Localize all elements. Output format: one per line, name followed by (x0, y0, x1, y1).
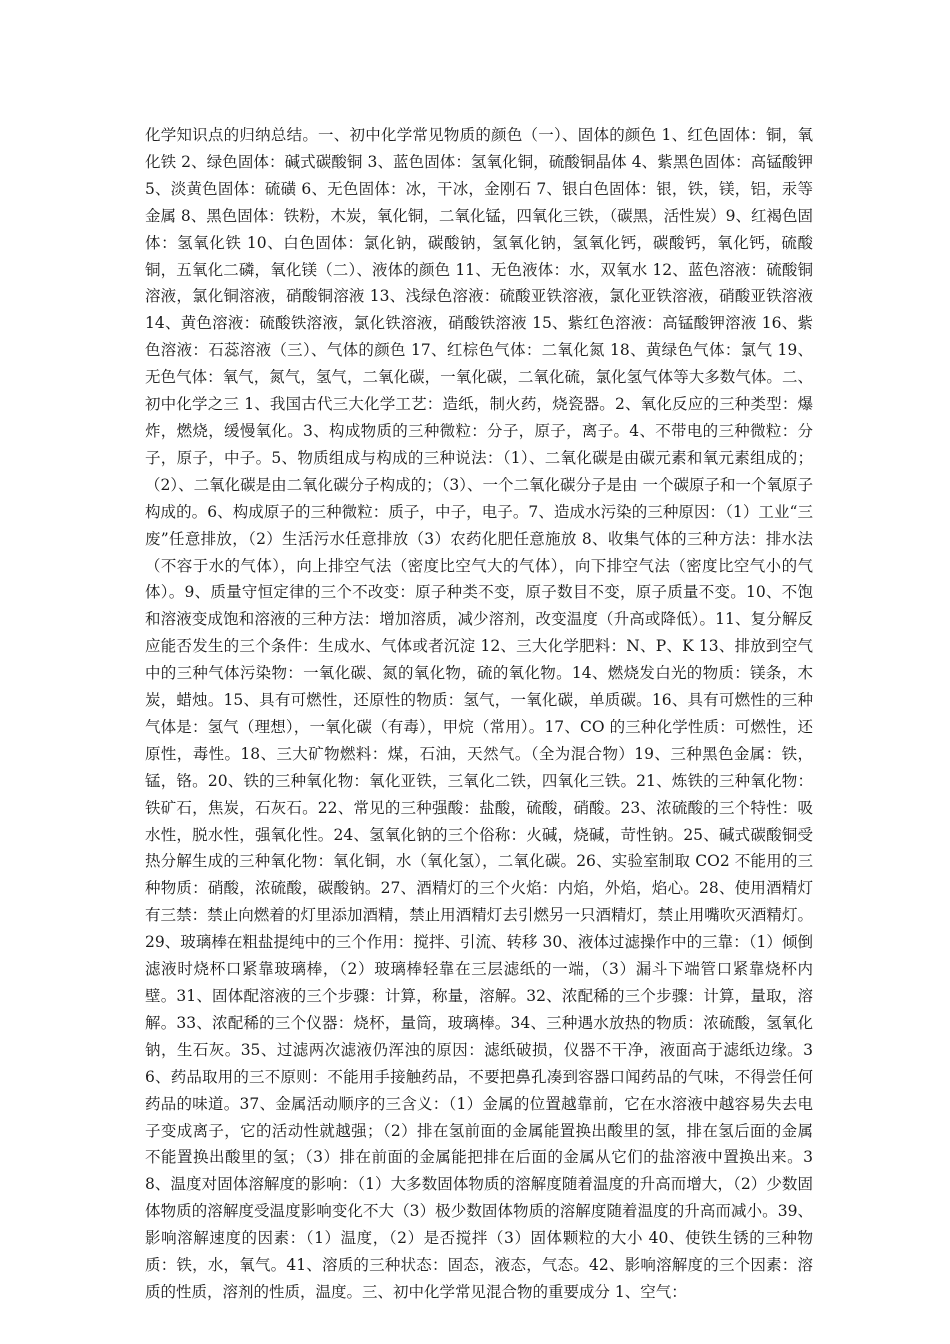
document-body-text: 化学知识点的归纳总结。一、初中化学常见物质的颜色（一）、固体的颜色 1、红色固体：铜，氧化铁 2、绿色固体：碱式碳酸铜 3、蓝色固体：氢氧化铜，硫酸铜晶体 4、紫黑色固体：高锰酸钾 5、淡黄色固体：硫磺 6、无色固体：冰，干冰，金刚石 7、银白色固体：银，铁，镁，铝，汞等金属 8、黑色固体：铁粉，木炭，氧化铜，二氧化锰，四氧化三铁，（碳黑，活性炭）9、红褐色固体：氢氧化铁 10、白色固体：氯化钠，碳酸钠，氢氧化钠，氢氧化钙，碳酸钙，氧化钙，硫酸铜，五氧化二磷，氧化镁（二）、液体的颜色 11、无色液体：水，双氧水 12、蓝色溶液：硫酸铜溶液，氯化铜溶液，硝酸铜溶液 13、浅绿色溶液：硫酸亚铁溶液，氯化亚铁溶液，硝酸亚铁溶液 14、黄色溶液：硫酸铁溶液，氯化铁溶液，硝酸铁溶液 15、紫红色溶液：高锰酸钾溶液 16、紫色溶液：石蕊溶液（三）、气体的颜色 17、红棕色气体：二氧化氮 18、黄绿色气体：氯气 19、无色气体：氧气，氮气，氢气，二氧化碳，一氧化碳，二氧化硫，氯化氢气体等大多数气体。二、初中化学之三 1、我国古代三大化学工艺：造纸，制火药，烧瓷器。2、氧化反应的三种类型：爆炸，燃烧，缓慢氧化。3、构成物质的三种微粒：分子，原子，离子。4、不带电的三种微粒：分子，原子，中子。5、物质组成与构成的三种说法：（1）、二氧化碳是由碳元素和氧元素组成的；（2）、二氧化碳是由二氧化碳分子构成的；（3）、一个二氧化碳分子是由 一个碳原子和一个氧原子构成的。6、构成原子的三种微粒：质子，中子，电子。7、造成水污染的三种原因：（1）工业“三废”任意排放，（2）生活污水任意排放（3）农药化肥任意施放 8、收集气体的三种方法：排水法（不容于水的气体），向上排空气法（密度比空气大的气体），向下排空气法（密度比空气小的气体）。9、质量守恒定律的三个不改变：原子种类不变，原子数目不变，原子质量不变。10、不饱和溶液变成饱和溶液的三种方法：增加溶质，减少溶剂，改变温度（升高或降低）。11、复分解反应能否发生的三个条件：生成水、气体或者沉淀 12、三大化学肥料：N、P、K 13、排放到空气中的三种气体污染物：一氧化碳、氮的氧化物，硫的氧化物。14、燃烧发白光的物质：镁条，木炭，蜡烛。15、具有可燃性，还原性的物质：氢气，一氧化碳，单质碳。16、具有可燃性的三种气体是：氢气（理想），一氧化碳（有毒），甲烷（常用）。17、CO 的三种化学性质：可燃性，还原性，毒性。18、三大矿物燃料：煤，石油，天然气。（全为混合物）19、三种黑色金属：铁，锰，铬。20、铁的三种氧化物：氧化亚铁，三氧化二铁，四氧化三铁。21、炼铁的三种氧化物：铁矿石，焦炭，石灰石。22、常见的三种强酸：盐酸，硫酸，硝酸。23、浓硫酸的三个特性：吸水性，脱水性，强氧化性。24、氢氧化钠的三个俗称：火碱，烧碱，苛性钠。25、碱式碳酸铜受热分解生成的三种氧化物：氧化铜，水（氧化氢），二氧化碳。26、实验室制取 CO2 不能用的三种物质：硝酸，浓硫酸，碳酸钠。27、酒精灯的三个火焰：内焰，外焰，焰心。28、使用酒精灯有三禁：禁止向燃着的灯里添加酒精，禁止用酒精灯去引燃另一只酒精灯，禁止用嘴吹灭酒精灯。29、玻璃棒在粗盐提纯中的三个作用：搅拌、引流、转移 30、液体过滤操作中的三靠：（1）倾倒滤液时烧杯口紧靠玻璃棒，（2）玻璃棒轻靠在三层滤纸的一端，（3）漏斗下端管口紧靠烧杯内壁。31、固体配溶液的三个步骤：计算，称量，溶解。32、浓配稀的三个步骤：计算，量取，溶解。33、浓配稀的三个仪器：烧杯，量筒，玻璃棒。34、三种遇水放热的物质：浓硫酸，氢氧化钠，生石灰。35、过滤两次滤液仍浑浊的原因：滤纸破损，仪器不干净，液面高于滤纸边缘。36、药品取用的三不原则：不能用手接触药品，不要把鼻孔凑到容器口闻药品的气味，不得尝任何药品的味道。37、金属活动顺序的三含义：（1）金属的位置越靠前，它在水溶液中越容易失去电子变成离子，它的活动性就越强；（2）排在氢前面的金属能置换出酸里的氢，排在氢后面的金属不能置换出酸里的氢；（3）排在前面的金属能把排在后面的金属从它们的盐溶液中置换出来。38、温度对固体溶解度的影响：（1）大多数固体物质的溶解度随着温度的升高而增大，（2）少数固体物质的溶解度受温度影响变化不大（3）极少数固体物质的溶解度随着温度的升高而减小。39、影响溶解速度的因素：（1）温度，（2）是否搅拌（3）固体颗粒的大小 40、使铁生锈的三种物质：铁，水，氧气。41、溶质的三种状态：固态，液态，气态。42、影响溶解度的三个因素：溶质的性质，溶剂的性质，温度。三、初中化学常见混合物的重要成分 1、空气： (145, 126, 813, 1301)
